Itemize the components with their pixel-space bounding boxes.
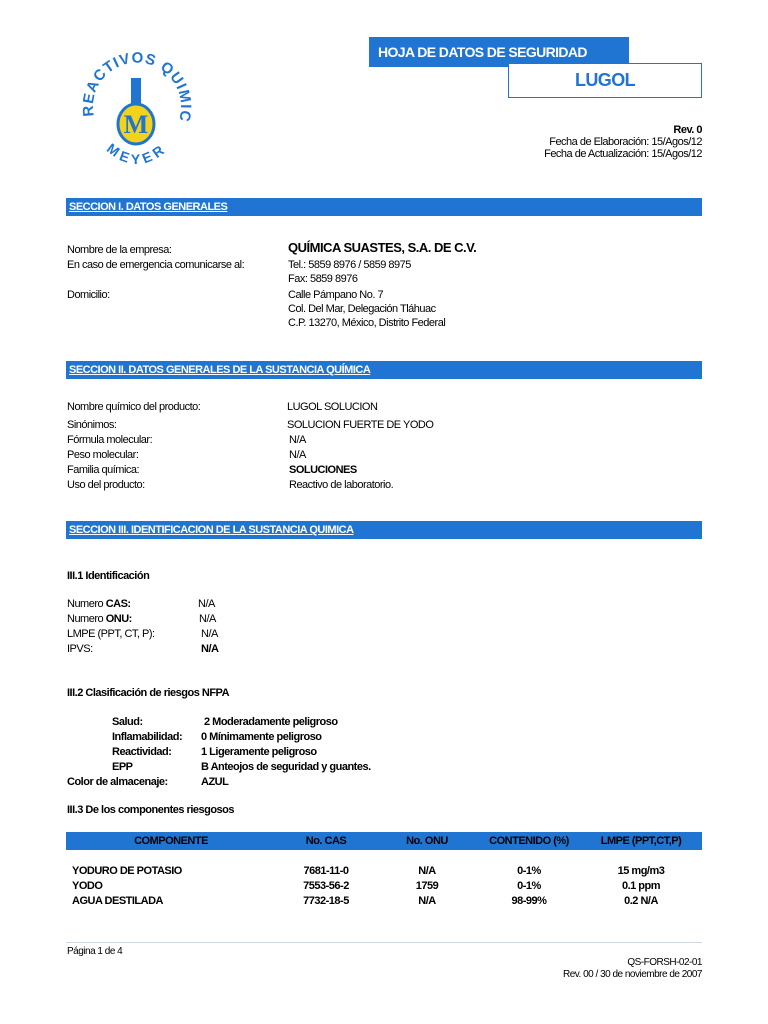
fecha-elaboracion: Fecha de Elaboración: 15/Agos/12 — [549, 136, 702, 148]
th-componente: COMPONENTE — [134, 835, 208, 847]
fax: Fax: 5859 8976 — [288, 273, 358, 285]
value-salud: 2 Moderadamente peligroso — [204, 716, 338, 728]
section-3-heading: SECCION III. IDENTIFICACION DE LA SUSTANCIA QUIMICA — [66, 521, 702, 539]
table-cell-cas: 7732-18-5 — [303, 895, 349, 907]
label-lmpe: LMPE (PPT, CT, P): — [67, 628, 155, 640]
table-cell-cas: 7553-56-2 — [303, 880, 349, 892]
value-nombre-quimico: LUGOL SOLUCION — [287, 401, 378, 413]
label-peso: Peso molecular: — [67, 449, 139, 461]
label-emergencia: En caso de emergencia comunicarse al: — [67, 259, 245, 271]
domicilio-line-1: Calle Pámpano No. 7 — [288, 289, 384, 301]
label-color-almacenaje: Color de almacenaje: — [67, 776, 168, 788]
revision: Rev. 0 — [673, 124, 702, 136]
logo-arc-top-text: REACTIVOS QUI — [80, 49, 191, 118]
section-1-heading: SECCION I. DATOS GENERALES — [66, 198, 702, 216]
table-cell-cas: 7681-11-0 — [303, 865, 349, 877]
table-cell-onu: N/A — [418, 865, 436, 877]
value-reactividad: 1 Ligeramente peligroso — [201, 746, 317, 758]
label-salud: Salud: — [112, 716, 143, 728]
value-onu: N/A — [199, 613, 216, 625]
company-logo — [80, 38, 192, 186]
table-cell-contenido: 98-99% — [511, 895, 547, 907]
domicilio-line-3: C.P. 13270, México, Distrito Federal — [288, 317, 446, 329]
value-lmpe: N/A — [201, 628, 218, 640]
subheading-componentes: III.3 De los componentes riesgosos — [67, 804, 234, 816]
label-ipvs: IPVS: — [67, 643, 93, 655]
label-domicilio: Domicilio: — [67, 289, 110, 301]
table-cell-componente: YODO — [72, 880, 103, 892]
label-sinonimos: Sinónimos: — [67, 419, 117, 431]
table-cell-onu: 1759 — [415, 880, 439, 892]
th-lmpe: LMPE (PPT,CT,P) — [600, 835, 682, 847]
label-uso: Uso del producto: — [67, 479, 145, 491]
logo-letter: M — [123, 110, 149, 139]
th-contenido: CONTENIDO (%) — [489, 835, 569, 847]
domicilio-line-2: Col. Del Mar, Delegación Tláhuac — [288, 303, 436, 315]
value-ipvs: N/A — [201, 643, 219, 655]
value-uso: Reactivo de laboratorio. — [289, 479, 394, 491]
table-bottom-rule — [66, 942, 702, 943]
fecha-actualizacion: Fecha de Actualización: 15/Agos/12 — [544, 148, 702, 160]
th-onu: No. ONU — [406, 835, 448, 847]
value-sinonimos: SOLUCION FUERTE DE YODO — [287, 419, 434, 431]
label-onu: Numero ONU: — [67, 613, 132, 625]
empresa-name: QUÍMICA SUASTES, S.A. DE C.V. — [288, 240, 477, 255]
label-familia: Familia química: — [67, 464, 140, 476]
label-cas: Numero CAS: — [67, 598, 131, 610]
table-cell-lmpe: 0.2 N/A — [624, 895, 658, 907]
label-empresa: Nombre de la empresa: — [67, 244, 172, 256]
form-revision: Rev. 00 / 30 de noviembre de 2007 — [563, 969, 702, 980]
form-code: QS-FORSH-02-01 — [627, 957, 702, 968]
table-cell-componente: YODURO DE POTASIO — [72, 865, 182, 877]
product-name-box: LUGOL — [508, 63, 702, 98]
subheading-identificacion: III.1 Identificación — [67, 570, 150, 582]
logo-arc-bottom-text: MEYER — [103, 139, 171, 168]
table-cell-lmpe: 15 mg/m3 — [617, 865, 665, 877]
value-inflamabilidad: 0 Mínimamente peligroso — [201, 731, 322, 743]
value-formula: N/A — [289, 434, 306, 446]
document-title: HOJA DE DATOS DE SEGURIDAD — [369, 37, 629, 67]
page-number: Página 1 de 4 — [67, 946, 123, 957]
table-cell-contenido: 0-1% — [517, 880, 541, 892]
value-peso: N/A — [289, 449, 306, 461]
value-familia: SOLUCIONES — [289, 464, 357, 476]
table-cell-componente: AGUA DESTILADA — [72, 895, 163, 907]
label-nombre-quimico: Nombre químico del producto: — [67, 401, 201, 413]
subheading-nfpa: III.2 Clasificación de riesgos NFPA — [67, 687, 230, 699]
label-reactividad: Reactividad: — [112, 746, 172, 758]
label-epp: EPP — [112, 761, 133, 773]
label-formula: Fórmula molecular: — [67, 434, 153, 446]
table-cell-lmpe: 0.1 ppm — [621, 880, 661, 892]
value-cas: N/A — [198, 598, 215, 610]
telefono: Tel.: 5859 8976 / 5859 8975 — [288, 259, 411, 271]
table-cell-onu: N/A — [418, 895, 436, 907]
label-inflamabilidad: Inflamabilidad: — [112, 731, 183, 743]
value-epp: B Anteojos de seguridad y guantes. — [201, 761, 371, 773]
value-color-almacenaje: AZUL — [201, 776, 229, 788]
th-cas: No. CAS — [305, 835, 347, 847]
table-cell-contenido: 0-1% — [517, 865, 541, 877]
section-2-heading: SECCION II. DATOS GENERALES DE LA SUSTANCIA QUÍMICA — [66, 361, 702, 379]
